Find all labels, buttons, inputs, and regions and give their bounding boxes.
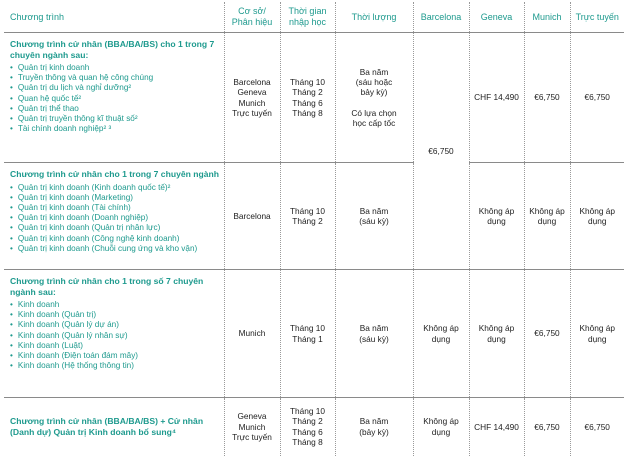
geneva-fee-cell: CHF 14,490	[469, 33, 524, 163]
geneva-fee-cell: Không áp dụng	[469, 163, 524, 270]
header-duration: Thời lượng	[335, 2, 413, 33]
list-item: • Quan hệ quốc tế²	[10, 94, 220, 104]
header-online: Trực tuyến	[570, 2, 624, 33]
munich-fee-cell: Không áp dụng	[524, 163, 570, 270]
munich-fee-cell: €6,750	[524, 270, 570, 398]
campus-cell: Barcelona	[224, 163, 280, 270]
duration-cell: Ba năm (sáu kỳ)	[335, 270, 413, 398]
list-item: • Kinh doanh (Luật)	[10, 341, 220, 351]
list-item: • Quản trị kinh doanh (Doanh nghiệp)	[10, 213, 220, 223]
list-item: • Kinh doanh	[10, 300, 220, 310]
program-cell	[4, 33, 224, 163]
online-fee-cell: Không áp dụng	[570, 163, 624, 270]
campus-cell: Munich	[224, 270, 280, 398]
intake-cell: Tháng 10 Tháng 2 Tháng 6 Tháng 8	[280, 33, 335, 163]
program-cell	[4, 398, 224, 456]
header-intake: Thời gian nhập học	[280, 2, 335, 33]
list-item: • Kinh doanh (Quản lý nhân sự)	[10, 331, 220, 341]
program-row-4	[4, 398, 624, 456]
intake-cell: Tháng 10 Tháng 2 Tháng 6 Tháng 8	[280, 398, 335, 456]
header-geneva: Geneva	[469, 2, 524, 33]
intake-cell: Tháng 10 Tháng 1	[280, 270, 335, 398]
list-item: • Quản trị kinh doanh (Quản trị nhân lực)	[10, 223, 220, 233]
program-cell	[4, 270, 224, 398]
duration-cell: Ba năm (sáu kỳ)	[335, 163, 413, 270]
list-item: • Kinh doanh (Quản trị)	[10, 310, 220, 320]
geneva-fee-cell: Không áp dụng	[469, 270, 524, 398]
list-item: • Tài chính doanh nghiệp² ³	[10, 124, 220, 134]
header-munich: Munich	[524, 2, 570, 33]
program-title: Chương trình cử nhân (BBA/BA/BS) cho 1 trong 7 chuyên ngành sau:	[10, 39, 215, 60]
list-item: • Quản trị du lịch và nghỉ dưỡng²	[10, 83, 220, 93]
online-fee-cell: €6,750	[570, 33, 624, 163]
specialization-list	[10, 300, 220, 371]
barcelona-fee-cell: Không áp dụng	[413, 270, 469, 398]
header-campus: Cơ sở/ Phân hiệu	[224, 2, 280, 33]
program-title: Chương trình cử nhân cho 1 trong 7 chuyên ngành	[10, 169, 220, 179]
list-item: • Quản trị kinh doanh	[10, 63, 220, 73]
list-item: • Quản trị thể thao	[10, 104, 220, 114]
online-fee-cell: €6,750	[570, 398, 624, 456]
program-title: Chương trình cử nhân (BBA/BA/BS) + Cử nhân (Danh dự) Quản trị Kinh doanh bổ sung⁴	[10, 416, 204, 437]
munich-fee-cell: €6,750	[524, 398, 570, 456]
list-item: • Quản trị kinh doanh (Chuỗi cung ứng và kho vận)	[10, 244, 220, 254]
program-table	[4, 2, 624, 456]
list-item: • Quản trị kinh doanh (Tài chính)	[10, 203, 220, 213]
program-title: Chương trình cử nhân cho 1 trong số 7 chuyên ngành sau:	[10, 276, 204, 297]
campus-cell: Geneva Munich Trực tuyến	[224, 398, 280, 456]
duration-cell: Ba năm (bảy kỳ)	[335, 398, 413, 456]
list-item: • Quản trị kinh doanh (Marketing)	[10, 193, 220, 203]
barcelona-fee-cell: Không áp dụng	[413, 398, 469, 456]
campus-cell: Barcelona Geneva Munich Trực tuyến	[224, 33, 280, 163]
specialization-list	[10, 63, 220, 134]
list-item: • Truyền thông và quan hệ công chúng	[10, 73, 220, 83]
program-row-2	[4, 163, 624, 270]
list-item: • Quản trị truyền thông kĩ thuật số²	[10, 114, 220, 124]
munich-fee-cell: €6,750	[524, 33, 570, 163]
list-item: • Kinh doanh (Hệ thống thông tin)	[10, 361, 220, 371]
header-program: Chương trình	[4, 2, 224, 33]
program-cell	[4, 163, 224, 270]
program-row-3	[4, 270, 624, 398]
header-row	[4, 2, 624, 33]
online-fee-cell: Không áp dụng	[570, 270, 624, 398]
list-item: • Quản trị kinh doanh (Kinh doanh quốc tế)²	[10, 183, 220, 193]
list-item: • Kinh doanh (Quản lý dự án)	[10, 320, 220, 330]
intake-cell: Tháng 10 Tháng 2	[280, 163, 335, 270]
list-item: • Quản trị kinh doanh (Công nghệ kinh doanh)	[10, 234, 220, 244]
program-row-1	[4, 33, 624, 163]
duration-cell: Ba năm (sáu hoặc bảy kỳ) Có lựa chọn học cấp tốc	[335, 33, 413, 163]
header-barcelona: Barcelona	[413, 2, 469, 33]
list-item: • Kinh doanh (Điện toán đám mây)	[10, 351, 220, 361]
barcelona-fee-cell: €6,750	[413, 33, 469, 270]
geneva-fee-cell: CHF 14,490	[469, 398, 524, 456]
specialization-list	[10, 183, 220, 254]
